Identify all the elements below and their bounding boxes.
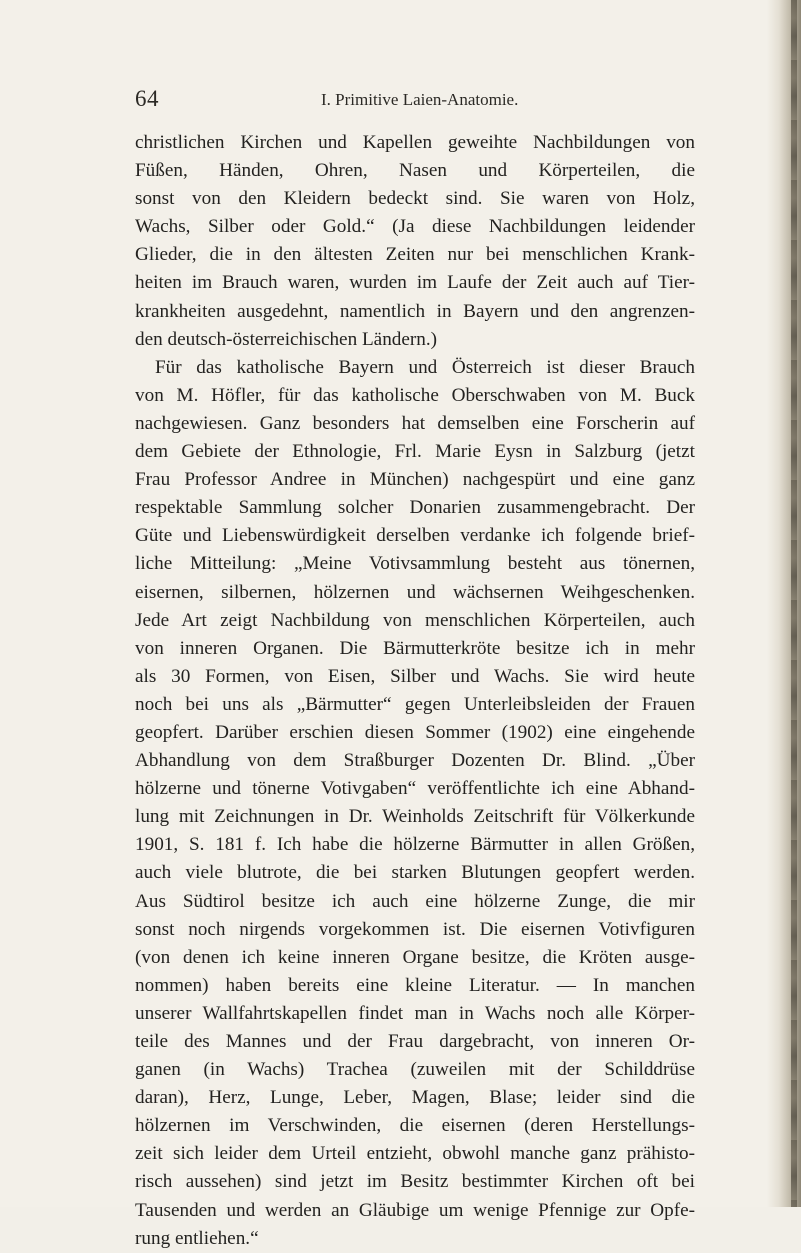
text-line: krankheiten ausgedehnt, namentlich in Bayern und den angrenzen- xyxy=(135,300,695,322)
text-line: 1901, S. 181 f. Ich habe die hölzerne Bärmutter in allen Größen, xyxy=(135,834,695,856)
text-line: den deutsch-österreichischen Ländern.) xyxy=(135,328,438,350)
text-line: Jede Art zeigt Nachbildung von menschlichen Körperteilen, auch xyxy=(135,609,695,631)
text-line: ganen (in Wachs) Trachea (zuweilen mit der Schilddrüse xyxy=(135,1059,695,1081)
text-line: geopfert. Darüber erschien diesen Sommer (1902) eine eingehende xyxy=(135,721,695,743)
text-line: Abhandlung von dem Straßburger Dozenten Dr. Blind. „Über xyxy=(135,750,695,772)
text-line: Glieder, die in den ältesten Zeiten nur bei menschlichen Krank- xyxy=(135,244,695,266)
text-line: (von denen ich keine inneren Organe besitze, die Kröten ausge- xyxy=(135,946,695,968)
text-line: sonst noch nirgends vorgekommen ist. Die eisernen Votivfiguren xyxy=(135,918,695,940)
text-line: Wachs, Silber oder Gold.“ (Ja diese Nachbildungen leidender xyxy=(135,216,695,238)
text-line: sonst von den Kleidern bedeckt sind. Sie waren von Holz, xyxy=(135,188,695,210)
text-line: risch aussehen) sind jetzt im Besitz bestimmter Kirchen oft bei xyxy=(135,1171,695,1193)
text-line: liche Mitteilung: „Meine Votivsammlung besteht aus tönernen, xyxy=(135,553,695,575)
text-line: als 30 Formen, von Eisen, Silber und Wachs. Sie wird heute xyxy=(135,665,695,687)
text-line: Frau Professor Andree in München) nachgespürt und eine ganz xyxy=(135,469,695,491)
page-edge-binding xyxy=(791,0,797,1207)
text-line: auch viele blutrote, die bei starken Blutungen geopfert werden. xyxy=(135,862,695,884)
text-line: christlichen Kirchen und Kapellen geweihte Nachbildungen von xyxy=(135,132,695,153)
text-line: unserer Wallfahrtskapellen findet man in Wachs noch alle Körper- xyxy=(135,1002,695,1024)
text-line: nachgewiesen. Ganz besonders hat demselben eine Forscherin auf xyxy=(135,412,695,434)
text-line: teile des Mannes und der Frau dargebracht, von inneren Or- xyxy=(135,1031,695,1052)
text-line: zeit sich leider dem Urteil entzieht, obwohl manche ganz prähisto- xyxy=(135,1143,695,1165)
paragraph-start-line: Für das katholische Bayern und Österreich ist dieser Brauch xyxy=(155,356,695,378)
text-line: dem Gebiete der Ethnologie, Frl. Marie Eysn in Salzburg (jetzt xyxy=(135,441,695,463)
page-header xyxy=(135,86,695,116)
page-number: 64 xyxy=(135,86,159,111)
text-line: noch bei uns als „Bärmutter“ gegen Unterleibsleiden der Frauen xyxy=(135,693,695,715)
text-line: hölzerne und tönerne Votivgaben“ veröffentlichte ich eine Abhand- xyxy=(135,778,695,800)
text-line: rung entliehen.“ xyxy=(135,1227,259,1249)
text-line: Aus Südtirol besitze ich auch eine hölzerne Zunge, die mir xyxy=(135,890,695,912)
text-line: respektable Sammlung solcher Donarien zusammengebracht. Der xyxy=(135,497,695,519)
text-line: Güte und Liebenswürdigkeit derselben verdanke ich folgende brief- xyxy=(135,525,695,547)
text-line: hölzernen im Verschwinden, die eisernen (deren Herstellungs- xyxy=(135,1115,695,1137)
body-text xyxy=(135,129,695,1253)
text-line: daran), Herz, Lunge, Leber, Magen, Blase; leider sind die xyxy=(135,1087,695,1109)
text-line: nommen) haben bereits eine kleine Literatur. — In manchen xyxy=(135,974,695,996)
text-line: eisernen, silbernen, hölzernen und wächsernen Weihgeschenken. xyxy=(135,581,695,603)
text-line: lung mit Zeichnungen in Dr. Weinholds Zeitschrift für Völkerkunde xyxy=(135,806,695,828)
text-line: von inneren Organen. Die Bärmutterkröte besitze ich in mehr xyxy=(135,637,695,659)
text-line: heiten im Brauch waren, wurden im Laufe der Zeit auch auf Tier- xyxy=(135,272,695,294)
text-line: Tausenden und werden an Gläubige um wenige Pfennige zur Opfe- xyxy=(135,1199,695,1221)
running-head: I. Primitive Laien-Anatomie. xyxy=(321,90,519,109)
text-line: von M. Höfler, für das katholische Oberschwaben von M. Buck xyxy=(135,384,695,406)
text-line: Füßen, Händen, Ohren, Nasen und Körperteilen, die xyxy=(135,160,695,182)
